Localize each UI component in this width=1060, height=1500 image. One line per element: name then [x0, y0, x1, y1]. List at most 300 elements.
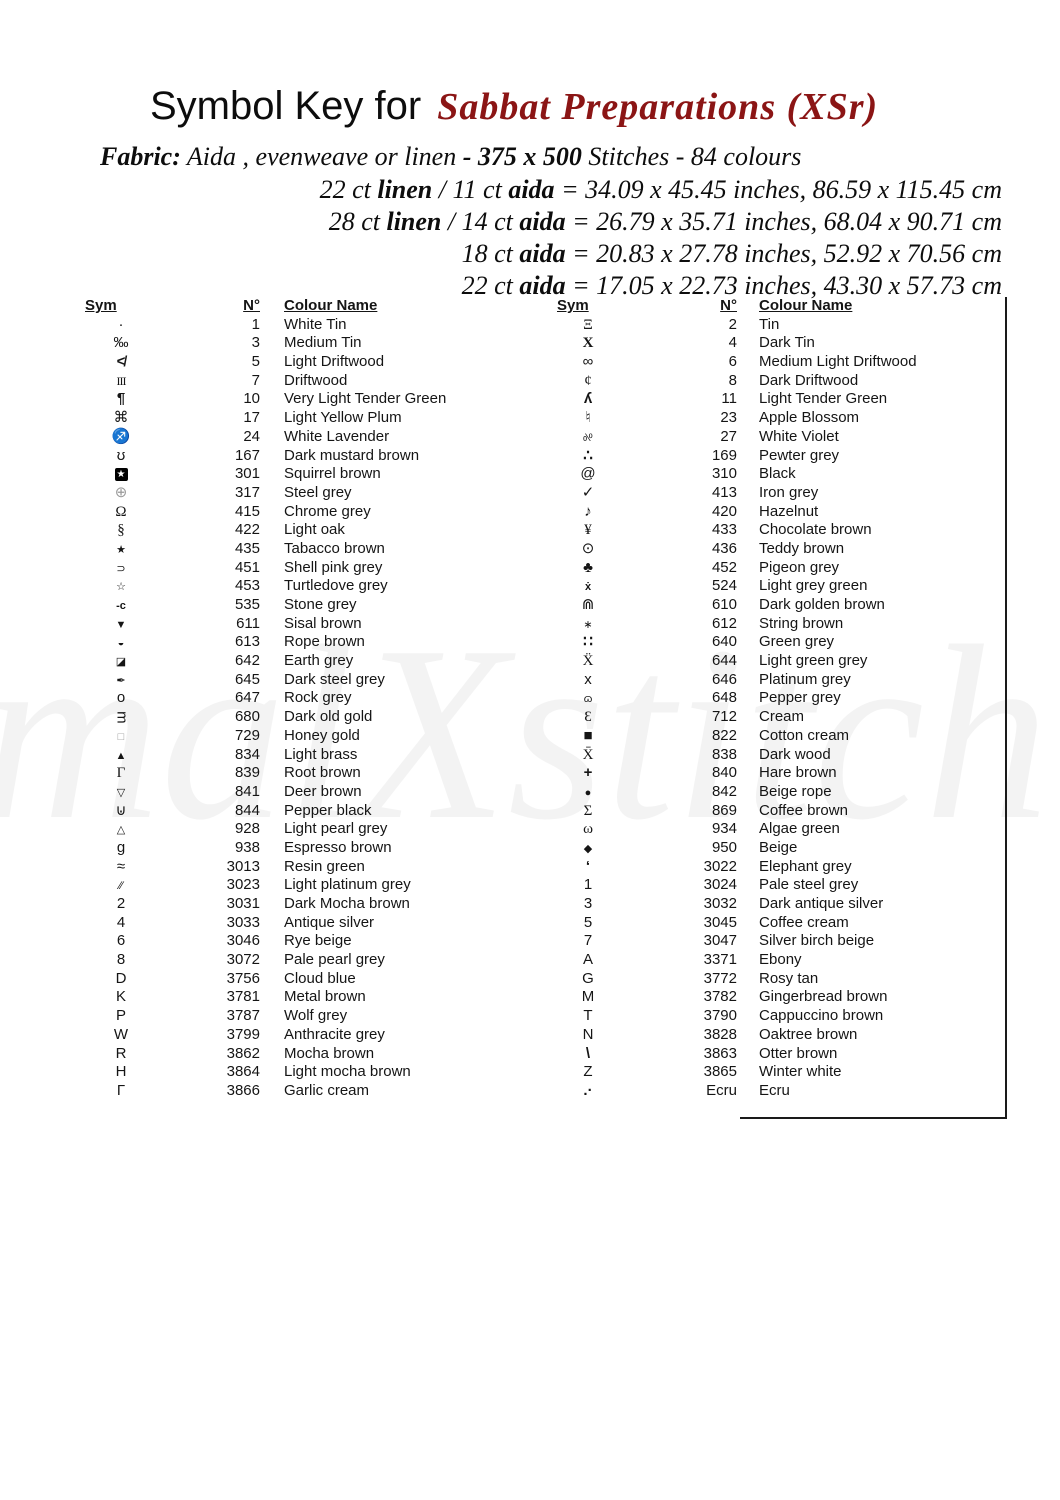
- table-row: [85, 727, 446, 746]
- symbol-cell: [85, 652, 157, 671]
- symbol-cell: [557, 1026, 619, 1045]
- header-colour-name: Colour Name: [284, 297, 378, 314]
- symbol-cell: [557, 932, 619, 951]
- name-cell: Light mocha brown: [284, 1063, 411, 1081]
- symbol-cell: [85, 1007, 157, 1026]
- stitch-symbol-icon: %: [583, 431, 593, 444]
- symbol-cell: [557, 1082, 619, 1101]
- number-cell: 3828: [703, 1025, 737, 1043]
- symbol-cell: [85, 390, 157, 409]
- name-cell: Winter white: [759, 1063, 842, 1081]
- number-cell: 413: [711, 483, 737, 501]
- symbol-cell: [85, 914, 157, 933]
- border-line-vertical: [1005, 297, 1007, 1119]
- stitch-symbol-icon: ⌘: [113, 409, 129, 427]
- stitch-symbol-icon: X̄: [582, 746, 594, 763]
- name-cell: Otter brown: [759, 1044, 838, 1062]
- stitch-symbol-icon: 1: [583, 876, 593, 894]
- symbol-cell: [557, 1045, 619, 1064]
- size-lines: [320, 174, 1002, 302]
- text-segment: 22 ct: [319, 175, 378, 204]
- name-cell: Coffee cream: [759, 913, 849, 931]
- stitch-symbol-icon: △: [116, 824, 126, 837]
- name-cell: Tin: [759, 315, 780, 333]
- symbol-cell: [557, 727, 619, 746]
- name-cell: Metal brown: [284, 988, 366, 1006]
- number-cell: 3046: [226, 932, 260, 950]
- stitch-symbol-icon: ⊙: [581, 539, 595, 557]
- table-row: [557, 334, 917, 353]
- table-row: [557, 839, 917, 858]
- stitch-symbol-icon: ✒: [116, 674, 126, 687]
- name-cell: Dark old gold: [284, 708, 373, 726]
- symbol-cell: [85, 521, 157, 540]
- symbol-cell: [557, 559, 619, 578]
- text-segment: / 14 ct: [441, 207, 520, 236]
- table-row: [557, 465, 917, 484]
- symbol-cell: [557, 615, 619, 634]
- number-cell: 310: [711, 465, 737, 483]
- name-cell: Algae green: [759, 820, 840, 838]
- text-segment: 28 ct: [328, 207, 387, 236]
- symbol-cell: [85, 596, 157, 615]
- stitch-symbol-icon: Ɛ: [584, 709, 592, 726]
- stitch-symbol-icon: G: [582, 969, 594, 987]
- pattern-name: Sabbat Preparations (XSr): [437, 86, 879, 128]
- number-cell: 844: [234, 801, 260, 819]
- table-row: [85, 839, 446, 858]
- number-cell: 3013: [226, 857, 260, 875]
- stitch-symbol-icon: m: [113, 711, 131, 724]
- text-segment: = 17.05 x 22.73 inches, 43.30 x 57.73 cm: [565, 271, 1002, 300]
- header-number: N°: [720, 297, 737, 314]
- symbol-cell: [85, 334, 157, 353]
- text-segment: 18 ct: [461, 239, 520, 268]
- symbol-cell: [85, 577, 157, 596]
- table-row: [85, 353, 446, 372]
- stitch-symbol-icon: Γ: [116, 1081, 126, 1099]
- table-row: [557, 802, 917, 821]
- number-cell: 3865: [703, 1063, 737, 1081]
- stitch-symbol-icon: 2: [116, 895, 126, 912]
- table-row: [85, 503, 446, 522]
- name-cell: White Tin: [284, 315, 347, 333]
- stitch-symbol-icon: H: [115, 1063, 127, 1081]
- fabric-line: [100, 142, 801, 172]
- text-segment: / 11 ct: [432, 175, 509, 204]
- text-segment: Stitches - 84 colours: [581, 142, 802, 171]
- number-cell: 644: [711, 652, 737, 670]
- symbol-cell: [557, 503, 619, 522]
- stitch-symbol-icon: ẋ: [584, 581, 592, 594]
- stitch-symbol-icon: ⊃: [116, 562, 126, 575]
- name-cell: Apple Blossom: [759, 409, 860, 427]
- stitch-symbol-icon: §: [117, 522, 125, 539]
- symbol-cell: [557, 914, 619, 933]
- number-cell: 712: [711, 708, 737, 726]
- number-cell: 3787: [226, 1007, 260, 1025]
- table-row: [557, 951, 917, 970]
- number-cell: 869: [711, 801, 737, 819]
- stitch-symbol-icon: N: [582, 1025, 594, 1043]
- name-cell: Chrome grey: [284, 502, 371, 520]
- symbol-cell: [557, 596, 619, 615]
- symbol-cell: [557, 577, 619, 596]
- number-cell: 3790: [703, 1007, 737, 1025]
- number-cell: 729: [234, 726, 260, 744]
- number-cell: 3866: [226, 1081, 260, 1099]
- number-cell: 645: [234, 670, 260, 688]
- symbol-cell: [557, 802, 619, 821]
- table-row: [85, 988, 446, 1007]
- text-segment: Fabric:: [100, 142, 181, 171]
- name-cell: Light oak: [284, 521, 345, 539]
- number-cell: 3023: [226, 876, 260, 894]
- table-row: [557, 521, 917, 540]
- number-cell: 612: [711, 614, 737, 632]
- table-row: [557, 671, 917, 690]
- name-cell: Teddy brown: [759, 539, 845, 557]
- name-cell: Resin green: [284, 857, 365, 875]
- stitch-symbol-icon: ∷: [583, 633, 593, 651]
- name-cell: Light grey green: [759, 577, 868, 595]
- name-cell: Pale steel grey: [759, 876, 859, 894]
- number-cell: 524: [711, 577, 737, 595]
- stitch-symbol-icon: ♣: [583, 558, 593, 576]
- name-cell: Steel grey: [284, 483, 352, 501]
- name-cell: Dark Tin: [759, 334, 815, 352]
- table-row: [557, 689, 917, 708]
- page-title: [150, 84, 878, 129]
- stitch-symbol-icon: -c: [116, 600, 126, 612]
- table-row: [557, 1026, 917, 1045]
- stitch-symbol-icon: +: [583, 764, 593, 782]
- symbol-cell: [85, 1063, 157, 1082]
- stitch-symbol-icon: ∗: [583, 618, 593, 631]
- name-cell: Cloud blue: [284, 969, 356, 987]
- stitch-symbol-icon: ☆: [116, 581, 126, 594]
- symbol-cell: [85, 559, 157, 578]
- number-cell: 301: [234, 465, 260, 483]
- name-cell: Rye beige: [284, 932, 352, 950]
- stitch-symbol-icon: ·: [118, 315, 124, 333]
- stitch-symbol-icon: \: [585, 1044, 591, 1062]
- symbol-cell: [85, 372, 157, 391]
- number-cell: 822: [711, 726, 737, 744]
- stitch-symbol-icon: 4: [116, 913, 126, 931]
- symbol-cell: [85, 895, 157, 914]
- stitch-symbol-icon: g: [116, 838, 126, 856]
- stitch-symbol-icon: 5: [583, 913, 593, 931]
- name-cell: Beige: [759, 838, 798, 856]
- name-cell: Green grey: [759, 633, 835, 651]
- stitch-symbol-icon: @: [580, 465, 596, 483]
- table-row: [85, 465, 446, 484]
- name-cell: Beige rope: [759, 782, 832, 800]
- symbol-cell: [557, 372, 619, 391]
- number-cell: 3864: [226, 1063, 260, 1081]
- number-cell: 3045: [703, 913, 737, 931]
- symbol-cell: [557, 390, 619, 409]
- table-row: [557, 633, 917, 652]
- name-cell: Pepper black: [284, 801, 372, 819]
- header-colour-name: Colour Name: [759, 297, 853, 314]
- table-row: [557, 428, 917, 447]
- text-segment: linen: [386, 207, 442, 236]
- number-cell: 834: [234, 745, 260, 763]
- table-row: [557, 316, 917, 335]
- stitch-symbol-icon: ▼: [115, 618, 127, 631]
- table-row: [557, 447, 917, 466]
- table-row: [85, 970, 446, 989]
- number-cell: 839: [234, 764, 260, 782]
- name-cell: Light pearl grey: [284, 820, 388, 838]
- stitch-symbol-icon: ♐: [111, 427, 131, 445]
- name-cell: Light Tender Green: [759, 390, 888, 408]
- name-cell: Cotton cream: [759, 726, 850, 744]
- stitch-symbol-icon: ◆: [583, 842, 593, 855]
- stitch-symbol-icon: ▲: [115, 749, 127, 762]
- table-row: [85, 1063, 446, 1082]
- symbol-cell: [85, 671, 157, 690]
- number-cell: 1: [251, 315, 260, 333]
- number-cell: 647: [234, 689, 260, 707]
- table-row: [85, 428, 446, 447]
- symbol-cell: [85, 783, 157, 802]
- number-cell: 4: [728, 334, 737, 352]
- table-row: [557, 577, 917, 596]
- table-row: [85, 708, 446, 727]
- symbol-cell: [557, 839, 619, 858]
- name-cell: Cappuccino brown: [759, 1007, 884, 1025]
- stitch-symbol-icon: x: [584, 670, 592, 688]
- number-cell: 3031: [226, 895, 260, 912]
- table-row: [85, 783, 446, 802]
- symbol-cell: [557, 334, 619, 353]
- name-cell: Very Light Tender Green: [284, 390, 447, 408]
- number-cell: 3782: [703, 988, 737, 1006]
- stitch-symbol-icon: .·: [583, 1081, 593, 1099]
- number-cell: 435: [234, 539, 260, 557]
- symbol-cell: [557, 876, 619, 895]
- symbol-cell: [557, 409, 619, 428]
- symbol-cell: [85, 484, 157, 503]
- symbol-cell: [557, 447, 619, 466]
- number-cell: 3047: [703, 932, 737, 950]
- number-cell: 3799: [226, 1025, 260, 1043]
- table-row: [557, 503, 917, 522]
- symbol-cell: [85, 428, 157, 447]
- symbol-cell: [557, 671, 619, 690]
- name-cell: Dark wood: [759, 745, 831, 763]
- table-row: [557, 1063, 917, 1082]
- symbol-cell: [557, 484, 619, 503]
- name-cell: Light Driftwood: [284, 353, 385, 371]
- number-cell: 613: [234, 633, 260, 651]
- number-cell: 610: [711, 596, 737, 613]
- number-cell: 17: [243, 409, 260, 427]
- stitch-symbol-icon: □: [117, 730, 125, 743]
- text-segment: aida: [508, 175, 555, 204]
- header-number: N°: [243, 297, 260, 314]
- symbol-cell: [557, 465, 619, 484]
- number-cell: 841: [234, 782, 260, 800]
- name-cell: Deer brown: [284, 782, 362, 800]
- number-cell: 167: [234, 446, 260, 464]
- number-cell: 680: [234, 708, 260, 726]
- name-cell: Tabacco brown: [284, 539, 385, 557]
- size-line: [320, 174, 1002, 206]
- table-row: [85, 746, 446, 765]
- number-cell: 6: [728, 353, 737, 371]
- name-cell: Platinum grey: [759, 670, 851, 688]
- symbol-cell: [85, 689, 157, 708]
- stitch-symbol-icon: ♮: [585, 409, 591, 427]
- name-cell: Oaktree brown: [759, 1025, 858, 1043]
- stitch-symbol-icon: ω: [583, 821, 593, 838]
- table-row: [85, 409, 446, 428]
- name-cell: Turtledove grey: [284, 577, 388, 595]
- number-cell: 7: [251, 371, 260, 389]
- stitch-symbol-icon: ♪: [584, 502, 592, 520]
- name-cell: Gingerbread brown: [759, 988, 888, 1006]
- name-cell: Black: [759, 465, 796, 483]
- symbol-cell: [85, 1082, 157, 1101]
- stitch-symbol-icon: III: [116, 373, 126, 388]
- number-cell: 24: [243, 427, 260, 445]
- symbol-cell: [85, 353, 157, 372]
- table-row: [557, 932, 917, 951]
- number-cell: 3862: [226, 1044, 260, 1062]
- table-row: [85, 484, 446, 503]
- table-row: [85, 334, 446, 353]
- number-cell: 8: [728, 371, 737, 389]
- table-row: [557, 970, 917, 989]
- symbol-cell: [557, 746, 619, 765]
- number-cell: 3022: [703, 857, 737, 875]
- table-row: [557, 746, 917, 765]
- border-line-bottom: [740, 1117, 1007, 1119]
- stitch-symbol-icon: ‘: [585, 857, 591, 875]
- stitch-symbol-icon: ∞: [582, 353, 594, 371]
- symbol-cell: [85, 1045, 157, 1064]
- table-row: [85, 858, 446, 877]
- table-row: [85, 1007, 446, 1026]
- number-cell: 950: [711, 838, 737, 856]
- size-line: [320, 206, 1002, 238]
- name-cell: Medium Light Driftwood: [759, 353, 917, 371]
- table-row: [85, 559, 446, 578]
- symbol-cell: [557, 988, 619, 1007]
- stitch-symbol-icon: ⊍: [115, 801, 127, 819]
- number-cell: 10: [243, 390, 260, 408]
- name-cell: Dark golden brown: [759, 596, 885, 613]
- number-cell: 3: [251, 334, 260, 352]
- symbol-cell: [557, 353, 619, 372]
- symbol-cell: [85, 951, 157, 970]
- stitch-symbol-icon: ¥: [584, 522, 592, 539]
- name-cell: Stone grey: [284, 596, 357, 613]
- table-row: [85, 1026, 446, 1045]
- table-row: [557, 727, 917, 746]
- number-cell: 23: [720, 409, 737, 427]
- number-cell: 838: [711, 745, 737, 763]
- number-cell: 451: [234, 558, 260, 576]
- table-row: [85, 540, 446, 559]
- symbol-cell: [557, 1007, 619, 1026]
- name-cell: Wolf grey: [284, 1007, 348, 1025]
- text-segment: - 375 x 500: [462, 142, 582, 171]
- table-row: [557, 540, 917, 559]
- stitch-symbol-icon: X: [582, 335, 594, 352]
- table-row: [557, 708, 917, 727]
- table-row: [557, 1007, 917, 1026]
- symbol-cell: [557, 783, 619, 802]
- stitch-symbol-icon: ‰: [113, 334, 129, 352]
- symbol-cell: [85, 764, 157, 783]
- number-cell: 317: [234, 483, 260, 501]
- table-row: [85, 914, 446, 933]
- text-segment: Aida , evenweave or linen: [180, 142, 463, 171]
- name-cell: Dark mustard brown: [284, 446, 420, 464]
- table-row: [85, 316, 446, 335]
- symbol-cell: [557, 689, 619, 708]
- table-row: [85, 1082, 446, 1101]
- name-cell: Pewter grey: [759, 446, 840, 464]
- table-row: [557, 895, 917, 914]
- text-segment: = 34.09 x 45.45 inches, 86.59 x 115.45 cm: [554, 175, 1002, 204]
- stitch-symbol-icon: ▽: [116, 786, 126, 799]
- symbol-cell: [85, 820, 157, 839]
- symbol-cell: [557, 858, 619, 877]
- number-cell: 415: [234, 502, 260, 520]
- number-cell: 27: [720, 427, 737, 445]
- stitch-symbol-icon: K: [115, 988, 126, 1006]
- table-row: [85, 932, 446, 951]
- symbol-cell: [557, 652, 619, 671]
- table-row: [557, 1082, 917, 1101]
- name-cell: Earth grey: [284, 652, 354, 670]
- symbol-cell: [85, 503, 157, 522]
- number-cell: 3371: [703, 951, 737, 969]
- name-cell: Rosy tan: [759, 969, 819, 987]
- name-cell: White Violet: [759, 427, 839, 445]
- symbol-cell: [85, 970, 157, 989]
- stitch-symbol-icon: Σ: [583, 802, 593, 819]
- stitch-symbol-icon: ◒: [117, 637, 125, 650]
- stitch-symbol-icon: ¢: [584, 372, 592, 389]
- name-cell: Sisal brown: [284, 614, 362, 632]
- table-row: [557, 372, 917, 391]
- name-cell: Medium Tin: [284, 334, 362, 352]
- symbol-cell: [85, 858, 157, 877]
- name-cell: Elephant grey: [759, 857, 852, 875]
- table-row: [557, 484, 917, 503]
- name-cell: Rope brown: [284, 633, 365, 651]
- table-row: [557, 783, 917, 802]
- table-row: [85, 895, 446, 914]
- stitch-symbol-icon: T: [583, 1007, 593, 1025]
- name-cell: Anthracite grey: [284, 1025, 385, 1043]
- number-cell: 3024: [703, 876, 737, 894]
- stitch-symbol-icon: ʊ: [116, 446, 126, 464]
- stitch-symbol-icon: M: [581, 988, 595, 1006]
- stitch-symbol-icon: ✓: [581, 483, 595, 501]
- header-sym: Sym: [85, 297, 117, 314]
- number-cell: 842: [711, 782, 737, 800]
- text-segment: aida: [519, 271, 566, 300]
- stitch-symbol-icon: A: [582, 951, 593, 969]
